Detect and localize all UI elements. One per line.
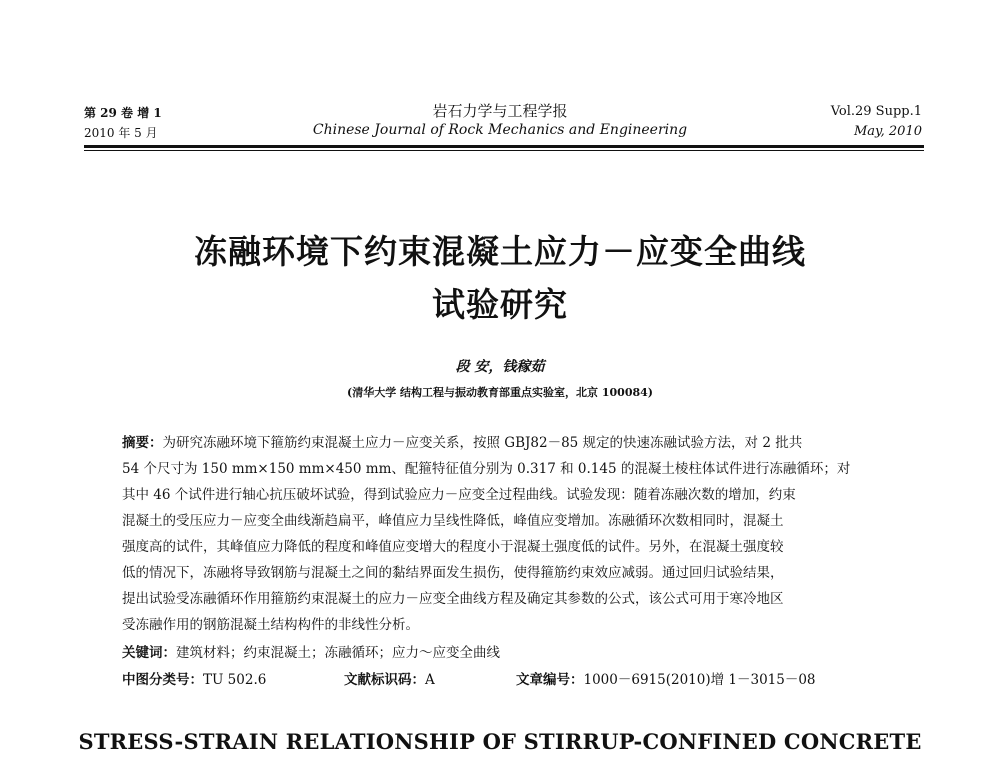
abstract-label: 摘要： [122,435,163,451]
english-title: STRESS-STRAIN RELATIONSHIP OF STIRRUP-CONFINED CONCRETE [78,729,922,754]
abstract-line: 低的情况下，冻融将导致钢筋与混凝土之间的黏结界面发生损伤，使得箍筋约束效应减弱。通过回归试验结果， [122,565,784,581]
abstract-line: 强度高的试件，其峰值应力降低的程度和峰值应变增大的程度小于混凝土强度低的试件。另外，在混凝土强度较 [122,539,784,555]
article-number-label: 文章编号： [516,672,584,688]
abstract-line: 提出试验受冻融循环作用箍筋约束混凝土的应力－应变全曲线方程及确定其参数的公式，该公式可用于寒冷地区 [122,591,784,607]
keywords-text: 建筑材料；约束混凝土；冻融循环；应力～应变全曲线 [176,645,500,661]
volume-issue-cn: 第 29 卷 增 1 [84,106,162,120]
affiliation: (清华大学 结构工程与振动教育部重点实验室，北京 100084) [347,386,653,399]
journal-name-cn: 岩石力学与工程学报 [432,102,568,120]
paper-title-line1: 冻融环境下约束混凝土应力－应变全曲线 [194,232,806,271]
document-code-value: A [425,672,435,688]
abstract-line: 其中 46 个试件进行轴心抗压破坏试验，得到试验应力－应变全过程曲线。试验发现：随着冻融次数的增加，约束 [122,487,796,503]
date-cn: 2010 年 5 月 [84,126,158,140]
header-rule-thin [84,150,924,151]
keywords-label: 关键词： [122,645,176,661]
document-code-label: 文献标识码： [344,672,425,688]
journal-name-en: Chinese Journal of Rock Mechanics and Engineering [312,122,688,138]
abstract-text: 为研究冻融环境下箍筋约束混凝土应力－应变关系，按照 GBJ82－85 规定的快速冻融试验方法，对 2 批共 [162,435,803,451]
clc-value: TU 502.6 [203,672,267,688]
paper-title-line2: 试验研究 [432,285,568,324]
abstract-line: 受冻融作用的钢筋混凝土结构构件的非线性分析。 [122,617,419,633]
volume-issue-en: Vol.29 Supp.1 [830,104,922,119]
header-rule-thick [84,145,924,148]
clc-label: 中图分类号： [122,672,203,688]
abstract-line: 54 个尺寸为 150 mm×150 mm×450 mm、配箍特征值分别为 0.317 和 0.145 的混凝土棱柱体试件进行冻融循环；对 [122,461,851,477]
clc-number [122,670,266,690]
authors: 段 安，钱稼茹 [455,359,545,375]
article-number [516,670,816,690]
abstract-line: 混凝土的受压应力－应变全曲线渐趋扁平，峰值应力呈线性降低，峰值应变增加。冻融循环次数相同时，混凝土 [122,513,784,529]
article-number-value: 1000－6915(2010)增 1－3015－08 [583,672,816,688]
keywords [122,643,500,663]
document-code [344,670,435,690]
date-en: May, 2010 [853,124,922,139]
abstract-line [122,433,802,453]
